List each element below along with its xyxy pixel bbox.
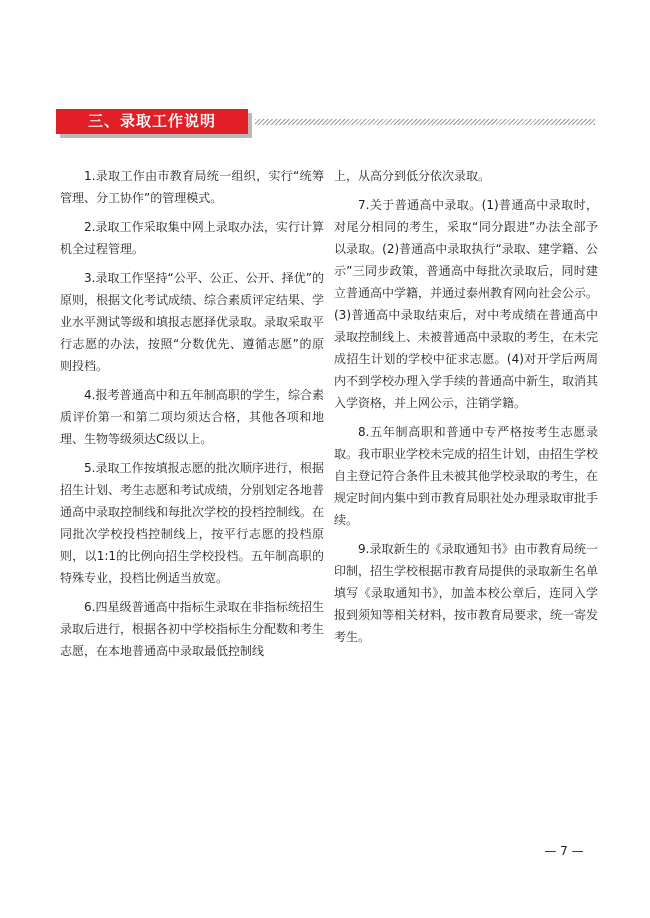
right-column <box>334 165 598 655</box>
paragraph-3: 3.录取工作坚持“公平、公正、公开、择优”的原则，根据文化考试成绩、综合素质评定结果、学业水平测试等级和填报志愿择优录取。录取采取平行志愿的办法，按照“分数优先、遵循志愿”的原则投档。 <box>60 271 325 373</box>
paragraph-6-continuation: 上，从高分到低分依次录取。 <box>334 169 491 183</box>
left-column <box>60 165 324 669</box>
paragraph-9: 9.录取新生的《录取通知书》由市教育局统一印制，招生学校根据市教育局提供的录取新生名单填写《录取通知书》，加盖本校公章后，连同入学报到须知等相关材料，按市教育局要求，统一寄发考生。 <box>334 542 599 644</box>
section-divider-hatch <box>255 119 595 125</box>
section-title: 三、录取工作说明 <box>87 112 216 130</box>
paragraph-5: 5.录取工作按填报志愿的批次顺序进行，根据招生计划、考生志愿和考试成绩，分别划定各地普通高中录取控制线和每批次学校的投档控制线。在同批次学校投档控制线上，按平行志愿的投档原则，以1:1的比例向招生学校投档。五年制高职的特殊专业，投档比例适当放宽。 <box>60 461 325 585</box>
paragraph-1: 1.录取工作由市教育局统一组织，实行“统筹管理、分工协作”的管理模式。 <box>60 169 324 205</box>
paragraph-8: 8.五年制高职和普通中专严格按考生志愿录取。我市职业学校未完成的招生计划，由招生学校自主登记符合条件且未被其他学校录取的考生，在规定时间内集中到市教育局职社处办理录取审批手续。 <box>334 425 599 527</box>
paragraph-4: 4.报考普通高中和五年制高职的学生，综合素质评价第一和第二项均须达合格，其他各项和地理、生物等级须达C级以上。 <box>60 388 324 446</box>
page-number: — 7 — <box>544 844 584 858</box>
paragraph-2: 2.录取工作采取集中网上录取办法，实行计算机全过程管理。 <box>60 220 324 256</box>
paragraph-7: 7.关于普通高中录取。(1)普通高中录取时，对尾分相同的考生，采取“同分跟进”办法全部予以录取。(2)普通高中录取执行“录取、建学籍、公示”三同步政策，普通高中每批次录取后，同时建立普通高中学籍，并通过泰州教育网向社会公示。(3)普通高中录取结束后，对中考成绩在普通高中录取控制线上、未被普通高中录取的考生，在未完成招生计划的学校中征求志愿。(4)对开学后两周内不到学校办理入学手续的普通高中新生，取消其入学资格，并上网公示，注销学籍。 <box>334 198 599 410</box>
paragraph-6: 6.四星级普通高中指标生录取在非指标统招生录取后进行，根据各初中学校指标生分配数和考生志愿，在本地普通高中录取最低控制线 <box>60 600 325 658</box>
